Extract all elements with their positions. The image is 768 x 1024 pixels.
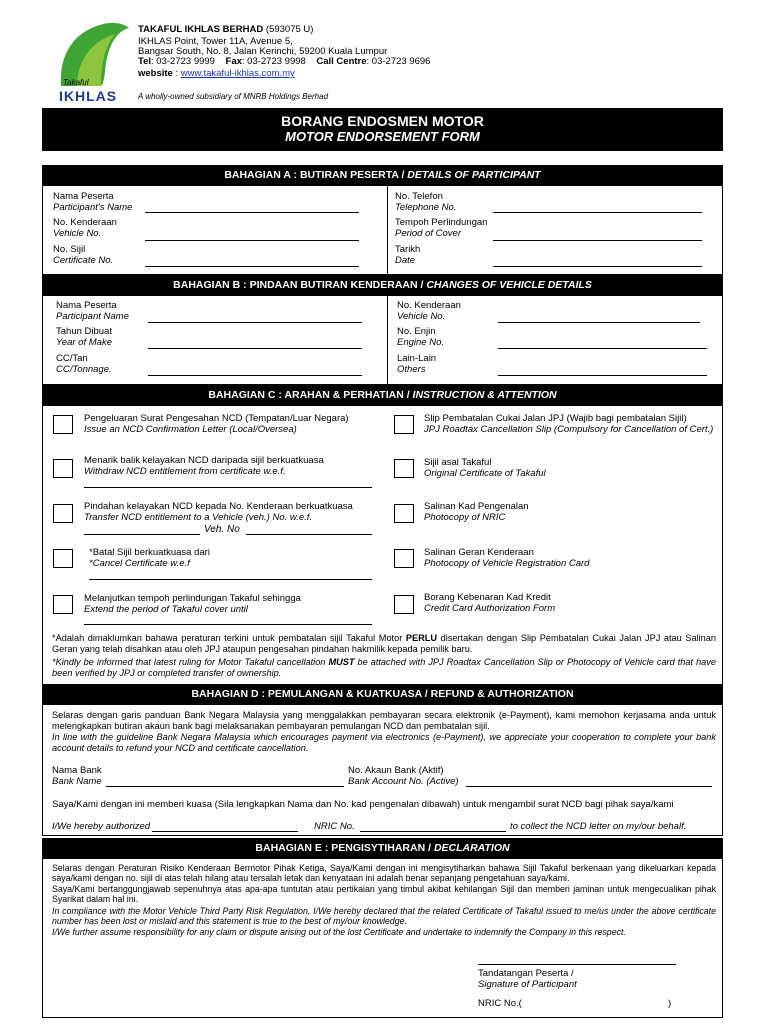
field-b-year-label (56, 327, 112, 348)
option-malay: Sijil asal Takaful (424, 457, 492, 468)
website-sep: : (172, 68, 181, 79)
label-malay: Nama Peserta (53, 191, 114, 202)
b-participant-name-input[interactable] (148, 322, 362, 323)
label-english: Date (395, 254, 416, 266)
section-d-header: BAHAGIAN D : PEMULANGAN & KUATKUASA / REFUND & AUTHORIZATION (42, 684, 723, 704)
section-a-header (42, 165, 723, 185)
note-malay-part1: *Adalah dimaklumkan bahawa peraturan terkini untuk pembatalan sijil Takaful Motor (52, 633, 406, 643)
company-name-line (138, 25, 313, 36)
withdraw-ncd-date-input[interactable] (84, 487, 372, 488)
section-c-header (42, 385, 723, 405)
certificate-no-input[interactable] (145, 266, 359, 267)
address-line-1: IKHLAS Point, Tower 11A, Avenue 5, (138, 36, 293, 47)
option-english: JPJ Roadtax Cancellation Slip (Compulsory for Cancellation of Cert.) (424, 423, 714, 435)
option-english: Issue an NCD Confirmation Letter (Local/Oversea) (84, 423, 297, 435)
nric-close-bracket: ) (668, 998, 672, 1009)
option-malay: *Batal Sijil berkuatkuasa dari (89, 547, 210, 558)
field-a-phone-label (395, 192, 456, 213)
checkbox-credit-card-form[interactable] (394, 595, 414, 614)
declaration-p1: Selaras dengan Peraturan Risiko Kenderaan Bermotor Pihak Ketiga, Saya/Kami dengan ini mengisytiharkan bahawa Sijil Takaful berkenaan yang dikeluarkan kepada saya/kami dengan no. sijil di atas telah hilang atau tersalah letak dan kenyataan ini adalah benar sepanjang pengetahuan saya/kami. (52, 863, 716, 884)
option-issue-ncd-letter (84, 414, 349, 435)
label-english: CC/Tonnage. (56, 363, 112, 375)
option-credit-card-form (424, 593, 555, 614)
section-c-note-malay (52, 633, 716, 654)
section-a-title-english: DETAILS OF PARTICIPANT (407, 169, 541, 181)
label-english: Others (397, 363, 426, 375)
section-b-title-malay: BAHAGIAN B : PINDAAN BUTIRAN KENDERAAN / (173, 279, 427, 291)
section-d-para-malay: Selaras dengan garis panduan Bank Negara Malaysia yang menggalakkan pembayaran secara elektronik (e-Payment), kami memohon kerjasama anda untuk melengkapkan butiran akaun bank bagi melaksanakan pembayaran pemulangan NCD dan pembatalan sijil. (52, 710, 716, 731)
bank-account-label (348, 766, 459, 787)
bank-name-label (52, 766, 102, 787)
participant-name-input[interactable] (145, 212, 359, 213)
label-english: Vehicle No. (53, 227, 102, 239)
form-title-english: MOTOR ENDORSEMENT FORM (285, 129, 480, 144)
nric-input[interactable] (522, 997, 666, 1011)
extend-period-date-input[interactable] (84, 624, 372, 625)
subsidiary-note: A wholly-owned subsidiary of MNRB Holdings Berhad (138, 92, 329, 101)
signature-input[interactable] (478, 964, 676, 965)
label-english: Bank Name (52, 775, 102, 787)
label-malay: No. Sijil (53, 244, 86, 255)
field-a-period-label (395, 218, 487, 239)
option-nric-photocopy (424, 502, 529, 523)
section-a-title-malay: BAHAGIAN A : BUTIRAN PESERTA / (224, 169, 408, 181)
form-title-bar (42, 108, 723, 151)
authorize-malay: Saya/Kami dengan ini memberi kuasa (Sila lengkapkan Nama dan No. kad pengenalan dibawah) untuk mengambil surat NCD bagi pihak saya/kami (52, 799, 674, 810)
note-malay-part2: disertakan dengan Slip Pembatalan Cukai Jalan JPJ atau Salinan Geran yang telah disahkan atau oleh JPJ ataupun pengesahan pindahan hakmilik kepada pemilik baru. (52, 633, 716, 654)
call-centre-label: Call Centre (316, 56, 367, 67)
option-malay: Menarik balik kelayakan NCD daripada sijil berkuatkuasa (84, 455, 324, 466)
option-malay: Salinan Kad Pengenalan (424, 501, 529, 512)
company-reg: (593075 U) (263, 24, 314, 35)
option-malay: Salinan Geran Kenderaan (424, 547, 534, 558)
declaration-p4: I/We further assume responsibility for any claim or dispute arising out of the lost Certificate and undertake to indemnify the Company in this respect. (52, 927, 626, 937)
declaration-p3: In compliance with the Motor Vehicle Third Party Risk Regulation, I/We hereby declared that the related Certificate of Takaful issued to me/us under the above certificate number has been lost or mislaid and this statement is true to the best of my/our knowledge. (52, 906, 716, 927)
nric-label: NRIC No.( (478, 998, 522, 1009)
section-e-title-malay: BAHAGIAN E : PENGISYTIHARAN / (255, 842, 434, 854)
label-english: Period of Cover (395, 227, 462, 239)
label-malay: No. Enjin (397, 326, 436, 337)
label-malay: Nama Bank (52, 765, 102, 776)
website-line (138, 69, 295, 80)
option-english: Original Certificate of Takaful (424, 467, 546, 479)
field-a-date-label (395, 245, 420, 266)
website-label: website (138, 68, 173, 79)
section-b-header (42, 275, 723, 295)
note-english-part2: be attached with JPJ Roadtax Cancellation Slip or Photocopy of Vehicle card that have been verified by JPJ or completed transfer of ownership. (52, 657, 716, 678)
company-name: TAKAFUL IKHLAS BERHAD (138, 24, 264, 35)
section-a-frame (42, 185, 723, 275)
authorize-english-label-2: NRIC No. (314, 821, 355, 832)
label-english: Bank Account No. (Active) (348, 775, 459, 787)
authorized-name-input[interactable] (152, 831, 298, 832)
transfer-ncd-date-input[interactable] (84, 534, 200, 535)
field-b-name-label (56, 301, 129, 322)
option-transfer-ncd (84, 502, 353, 523)
checkbox-transfer-ncd[interactable] (53, 504, 73, 523)
field-b-engine-label (397, 327, 444, 348)
option-vehicle-registration (424, 548, 589, 569)
label-english: Telephone No. (395, 201, 457, 213)
option-english: Transfer NCD entitlement to a Vehicle (veh.) No. w.e.f. (84, 511, 313, 523)
note-english-bold: MUST (328, 657, 355, 667)
logo-small-text: Takaful (63, 78, 89, 87)
section-b-title-english: CHANGES OF VEHICLE DETAILS (426, 279, 592, 291)
checkbox-jpj-roadtax-slip[interactable] (394, 415, 414, 434)
bank-name-input[interactable] (106, 786, 344, 787)
section-c-title-malay: BAHAGIAN C : ARAHAN & PERHATIAN / (208, 389, 413, 401)
period-of-cover-input[interactable] (493, 240, 702, 241)
label-english: Signature of Participant (478, 978, 577, 990)
field-b-cc-label (56, 354, 112, 375)
option-malay: Pindahan kelayakan NCD kepada No. Kenderaan berkuatkuasa (84, 501, 353, 512)
call-centre-value: : 03-2723 9696 (366, 56, 431, 67)
section-b-divider (387, 295, 388, 385)
option-jpj-roadtax-slip (424, 414, 713, 435)
label-english: Certificate No. (53, 254, 114, 266)
field-b-vehicle-label (397, 301, 461, 322)
label-malay: No. Kenderaan (397, 300, 461, 311)
authorized-nric-input[interactable] (360, 831, 506, 832)
section-b-frame (42, 295, 723, 385)
option-english: *Cancel Certificate w.e.f (89, 557, 190, 569)
option-english: Withdraw NCD entitlement from certificate w.e.f. (84, 465, 286, 477)
field-b-others-label (397, 354, 436, 375)
checkbox-nric-photocopy[interactable] (394, 504, 414, 523)
label-malay: CC/Tan (56, 353, 88, 364)
form-title-malay: BORANG ENDOSMEN MOTOR (281, 113, 484, 129)
cc-tonnage-input[interactable] (148, 375, 362, 376)
field-a-vehicle-label (53, 218, 117, 239)
label-english: Vehicle No. (397, 310, 446, 322)
option-malay: Melanjutkan tempoh perlindungan Takaful sehingga (84, 593, 301, 604)
label-malay: Tahun Dibuat (56, 326, 112, 337)
label-malay: Tempoh Perlindungan (395, 217, 488, 228)
section-a-divider (387, 185, 388, 275)
transfer-veh-no-input[interactable] (246, 534, 372, 535)
option-english: Photocopy of Vehicle Registration Card (424, 557, 590, 569)
checkbox-issue-ncd-letter[interactable] (53, 415, 73, 434)
authorize-english-label-1: I/We hereby authorized (52, 821, 151, 832)
tel-value: : 03-2723 9999 (151, 56, 215, 67)
fax-label: Fax (225, 56, 242, 67)
label-english: Year of Make (56, 336, 112, 348)
checkbox-original-certificate[interactable] (394, 459, 414, 478)
date-input[interactable] (493, 266, 702, 267)
section-c-title-english: INSTRUCTION & ATTENTION (412, 389, 557, 401)
fax-value: : 03-2723 9998 (241, 56, 306, 67)
label-malay: No. Telefon (395, 191, 443, 202)
note-malay-bold: PERLU (405, 633, 438, 643)
engine-no-input[interactable] (498, 348, 707, 349)
company-logo (55, 18, 133, 104)
section-c-note-english (52, 657, 716, 678)
checkbox-withdraw-ncd[interactable] (53, 459, 73, 478)
label-malay: Lain-Lain (397, 353, 437, 364)
field-a-name-label (53, 192, 132, 213)
option-withdraw-ncd (84, 456, 324, 477)
veh-no-label: Veh. No (204, 524, 240, 535)
option-original-certificate (424, 458, 546, 479)
option-extend-period (84, 594, 301, 615)
note-english-part1: *Kindly be informed that latest ruling for Motor Takaful cancellation (52, 657, 329, 667)
logo-text: IKHLAS (59, 88, 118, 104)
label-malay: Tandatangan Peserta / (478, 968, 574, 979)
option-malay: Borang Kebenaran Kad Kredit (424, 592, 551, 603)
label-malay: Nama Peserta (56, 300, 117, 311)
label-malay: No. Akaun Bank (Aktif) (348, 765, 444, 776)
telephone-input[interactable] (493, 212, 702, 213)
signature-label (478, 969, 577, 990)
option-malay: Pengeluaran Surat Pengesahan NCD (Tempatan/Luar Negara) (84, 413, 349, 424)
option-cancel-certificate (89, 548, 210, 569)
option-malay: Slip Pembatalan Cukai Jalan JPJ (Wajib bagi pembatalan Sijil) (424, 413, 687, 424)
label-english: Participant's Name (53, 201, 133, 213)
bank-account-input[interactable] (466, 786, 712, 787)
contact-line (138, 57, 430, 68)
checkbox-cancel-certificate[interactable] (53, 549, 73, 568)
option-english: Credit Card Authorization Form (424, 602, 556, 614)
label-malay: Tarikh (395, 244, 421, 255)
authorize-english-label-3: to collect the NCD letter on my/our behalf. (510, 821, 687, 832)
label-malay: No. Kenderaan (53, 217, 117, 228)
label-english: Participant Name (56, 310, 129, 322)
label-english: Engine No. (397, 336, 445, 348)
website-link[interactable]: www.takaful-ikhlas.com.my (180, 68, 295, 79)
section-d-para-english: In line with the guideline Bank Negara Malaysia which encourages payment via electronics (e-Payment), we appreciate your cooperation to complete your bank account details to refund your NCD and certificate cancellation. (52, 732, 716, 753)
vehicle-no-input[interactable] (145, 240, 359, 241)
address-line-2: Bangsar South, No. 8, Jalan Kerinchi, 59200 Kuala Lumpur (138, 46, 388, 57)
option-english: Photocopy of NRIC (424, 511, 506, 523)
tel-label: Tel (138, 56, 152, 67)
field-a-cert-label (53, 245, 113, 266)
section-e-header (42, 838, 723, 858)
others-input[interactable] (498, 375, 707, 376)
option-english: Extend the period of Takaful cover until (84, 603, 248, 615)
cancel-certificate-date-input[interactable] (89, 579, 372, 580)
year-of-make-input[interactable] (148, 348, 362, 349)
section-e-title-english: DECLARATION (433, 842, 510, 854)
declaration-p2: Saya/Kami bertanggungjawab sepenuhnya atas apa-apa tuntutan atau pertikaian yang timbul akibat kehilangan Sijil dan memberi jaminan untuk mengecualikan pihak Syarikat dalam hal ini. (52, 884, 716, 905)
b-vehicle-no-input[interactable] (498, 322, 700, 323)
checkbox-extend-period[interactable] (53, 595, 73, 614)
checkbox-vehicle-registration[interactable] (394, 549, 414, 568)
